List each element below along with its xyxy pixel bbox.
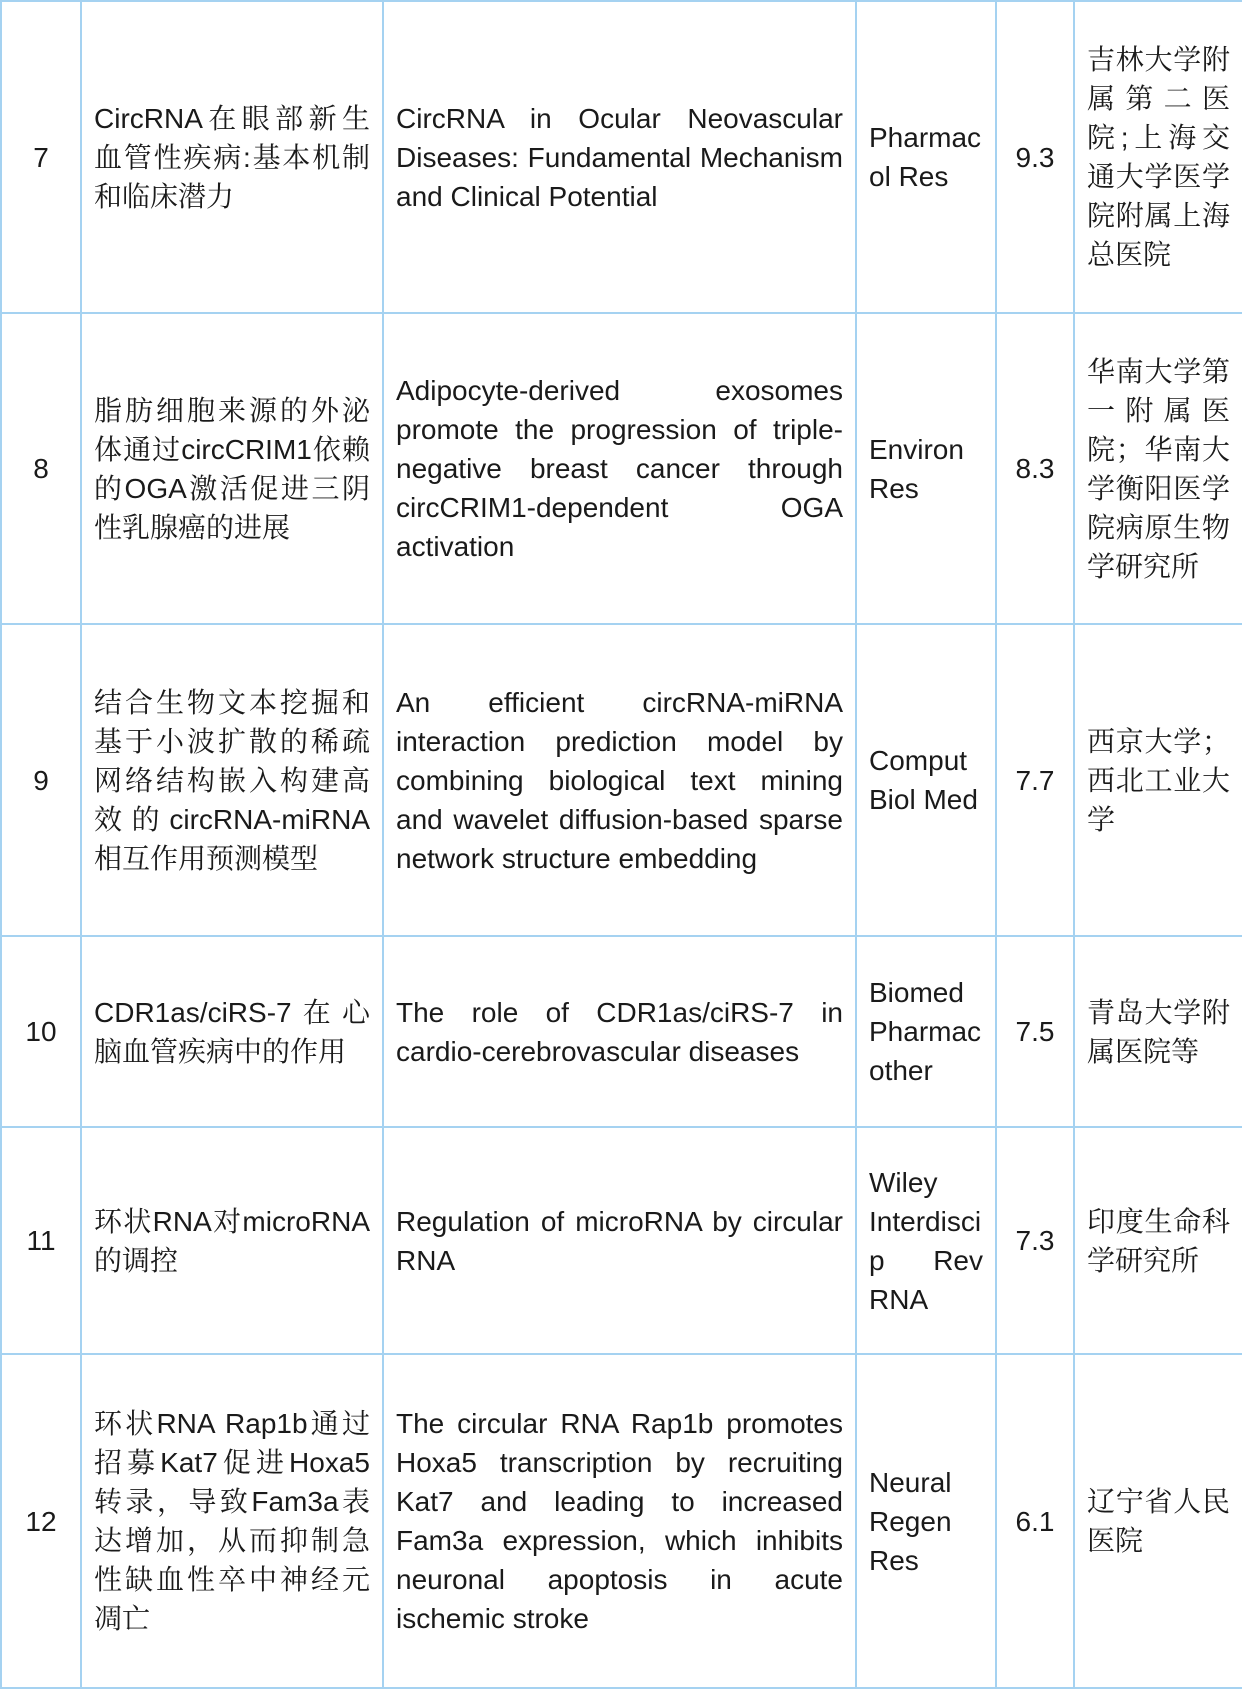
table-row bbox=[1, 1, 1242, 313]
impact-factor-cell: 8.3 bbox=[996, 313, 1074, 624]
title-en-cell: Adipocyte-derived exosomes promote the progression of triple-negative breast cancer through circCRIM1-dependent OGA activation bbox=[383, 313, 856, 624]
title-zh-cell: CDR1as/ciRS-7在心脑血管疾病中的作用 bbox=[81, 936, 383, 1127]
institution-cell: 西京大学；西北工业大学 bbox=[1074, 624, 1242, 936]
row-number-cell: 12 bbox=[1, 1354, 81, 1688]
title-zh-cell: 环状RNA Rap1b通过招募Kat7促进Hoxa5转录，导致Fam3a表达增加，从而抑制急性缺血性卒中神经元凋亡 bbox=[81, 1354, 383, 1688]
impact-factor-cell: 9.3 bbox=[996, 1, 1074, 313]
title-zh-cell: CircRNA在眼部新生血管性疾病:基本机制和临床潜力 bbox=[81, 1, 383, 313]
impact-factor-cell: 6.1 bbox=[996, 1354, 1074, 1688]
institution-cell: 印度生命科学研究所 bbox=[1074, 1127, 1242, 1354]
row-number-cell: 7 bbox=[1, 1, 81, 313]
title-en-cell: The role of CDR1as/ciRS-7 in cardio-cerebrovascular diseases bbox=[383, 936, 856, 1127]
impact-factor-cell: 7.7 bbox=[996, 624, 1074, 936]
journal-cell: Neural Regen Res bbox=[856, 1354, 996, 1688]
journal-cell: Comput Biol Med bbox=[856, 624, 996, 936]
title-zh-cell: 脂肪细胞来源的外泌体通过circCRIM1依赖的OGA激活促进三阴性乳腺癌的进展 bbox=[81, 313, 383, 624]
journal-cell: Pharmacol Res bbox=[856, 1, 996, 313]
impact-factor-cell: 7.5 bbox=[996, 936, 1074, 1127]
impact-factor-cell: 7.3 bbox=[996, 1127, 1074, 1354]
row-number-cell: 9 bbox=[1, 624, 81, 936]
title-zh-cell: 环状RNA对microRNA的调控 bbox=[81, 1127, 383, 1354]
journal-cell: Environ Res bbox=[856, 313, 996, 624]
table-row bbox=[1, 1127, 1242, 1354]
table-row bbox=[1, 313, 1242, 624]
title-en-cell: The circular RNA Rap1b promotes Hoxa5 transcription by recruiting Kat7 and leading to increased Fam3a expression, which inhibits neuronal apoptosis in acute ischemic stroke bbox=[383, 1354, 856, 1688]
title-en-cell: CircRNA in Ocular Neovascular Diseases: Fundamental Mechanism and Clinical Potential bbox=[383, 1, 856, 313]
row-number-cell: 10 bbox=[1, 936, 81, 1127]
table-row bbox=[1, 1354, 1242, 1688]
row-number-cell: 11 bbox=[1, 1127, 81, 1354]
title-en-cell: An efficient circRNA-miRNA interaction prediction model by combining biological text mining and wavelet diffusion-based sparse network structure embedding bbox=[383, 624, 856, 936]
institution-cell: 辽宁省人民医院 bbox=[1074, 1354, 1242, 1688]
row-number-cell: 8 bbox=[1, 313, 81, 624]
institution-cell: 吉林大学附属第二医院;上海交通大学医学院附属上海总医院 bbox=[1074, 1, 1242, 313]
table-row bbox=[1, 936, 1242, 1127]
journal-cell: Wiley Interdiscip Rev RNA bbox=[856, 1127, 996, 1354]
institution-cell: 青岛大学附属医院等 bbox=[1074, 936, 1242, 1127]
institution-cell: 华南大学第一附属医院；华南大学衡阳医学院病原生物学研究所 bbox=[1074, 313, 1242, 624]
table-row bbox=[1, 624, 1242, 936]
journal-cell: Biomed Pharmacother bbox=[856, 936, 996, 1127]
title-zh-cell: 结合生物文本挖掘和基于小波扩散的稀疏网络结构嵌入构建高效的circRNA-miRNA相互作用预测模型 bbox=[81, 624, 383, 936]
title-en-cell: Regulation of microRNA by circular RNA bbox=[383, 1127, 856, 1354]
papers-table-body bbox=[1, 1, 1242, 1688]
